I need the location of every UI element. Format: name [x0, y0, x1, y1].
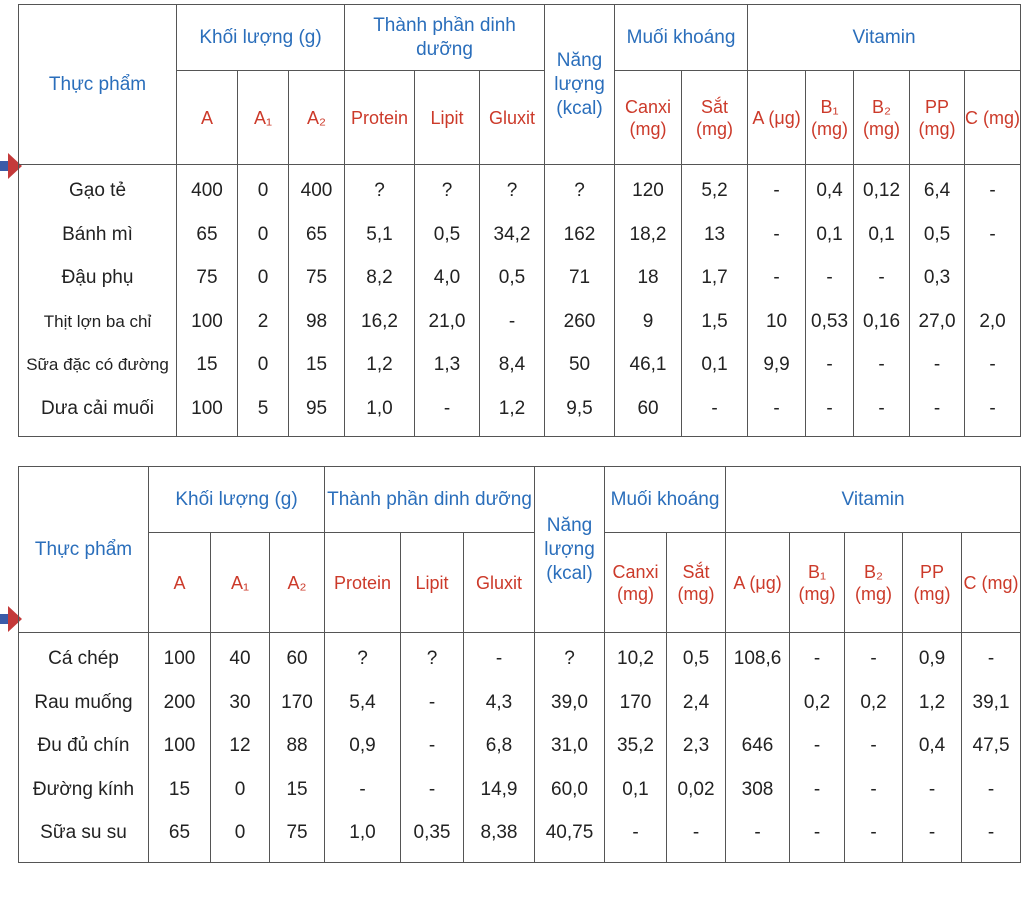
vit-pp-column	[910, 165, 965, 437]
cell-a1: 0	[257, 354, 269, 376]
food-name: Thịt lợn ba chỉ	[43, 311, 152, 331]
cell-a: 100	[163, 648, 196, 669]
cell-sat: 2,3	[682, 735, 710, 757]
cell-pp: -	[933, 354, 941, 376]
cell-protein: 8,2	[366, 267, 393, 289]
header-mass: Khối lượng (g)	[177, 5, 345, 71]
cell-canxi: 35,2	[617, 735, 654, 757]
cell-lipit: 0,5	[433, 223, 461, 245]
cell-a2: 15	[305, 354, 328, 376]
cell-gluxit: 8,4	[498, 354, 526, 376]
cell-vita: 308	[741, 778, 774, 800]
vit-b1-column	[790, 633, 845, 863]
cell-a1: 0	[234, 822, 246, 844]
header-lipit: Lipit	[415, 71, 480, 165]
row-pointer-arrow-icon	[0, 606, 20, 632]
cell-lipit: 21,0	[428, 310, 466, 332]
cell-b1: 0,2	[803, 691, 831, 713]
food-name-column	[19, 165, 177, 437]
cell-sat: 1,7	[701, 267, 728, 289]
header-vit-pp: PP (mg)	[903, 533, 962, 633]
cell-vita	[726, 681, 789, 725]
header-vit-c: C (mg)	[962, 533, 1021, 633]
cell-canxi: 170	[619, 691, 652, 713]
header-energy: Năng lượng (kcal)	[545, 5, 615, 165]
cell-protein: ?	[357, 648, 368, 669]
cell-gluxit: 8,38	[480, 822, 518, 844]
protein-column	[345, 165, 415, 437]
cell-vita: -	[773, 267, 780, 289]
header-canxi: Canxi (mg)	[615, 71, 682, 165]
food-name-column	[19, 633, 149, 863]
mass-a2-column	[289, 165, 345, 437]
cell-energy: 31,0	[551, 735, 588, 757]
cell-pp: 0,4	[918, 735, 946, 757]
food-name: Đường kính	[32, 778, 135, 800]
cell-a: 75	[196, 267, 218, 289]
cell-a2: 98	[305, 310, 328, 332]
table-body-row	[19, 165, 1021, 437]
cell-b1: -	[813, 822, 821, 844]
cell-gluxit: ?	[506, 180, 518, 201]
cell-a: 400	[191, 180, 223, 201]
cell-a1: 0	[257, 180, 269, 201]
cell-vita: -	[754, 822, 761, 844]
cell-b2: -	[878, 354, 885, 376]
cell-pp: 27,0	[918, 310, 956, 332]
cell-canxi: 60	[637, 397, 659, 419]
food-name: Sữa su su	[40, 822, 127, 844]
cell-energy: 9,5	[566, 397, 593, 419]
header-energy: Năng lượng (kcal)	[535, 467, 605, 633]
cell-b2: 0,16	[863, 310, 901, 332]
cell-sat: 5,2	[701, 180, 728, 201]
cell-a2: 15	[286, 778, 308, 800]
cell-energy: 71	[568, 267, 591, 289]
header-a: A	[177, 71, 238, 165]
energy-column	[545, 165, 615, 437]
cell-canxi: 10,2	[617, 648, 654, 669]
cell-energy: 260	[563, 310, 596, 332]
cell-canxi: 18	[637, 267, 659, 289]
food-name: Đậu phụ	[61, 267, 134, 289]
cell-protein: 5,1	[366, 223, 393, 245]
header-minerals: Muối khoáng	[605, 467, 726, 533]
cell-c: -	[989, 223, 996, 245]
cell-energy: 40,75	[545, 822, 594, 844]
cell-b1: -	[826, 267, 833, 289]
gluxit-column	[480, 165, 545, 437]
cell-c	[965, 256, 1020, 300]
cell-a1: 0	[257, 267, 269, 289]
header-sat: Sắt (mg)	[667, 533, 726, 633]
cell-b1: 0,53	[811, 310, 849, 332]
cell-b2: 0,2	[860, 691, 887, 713]
cell-b2: -	[870, 822, 877, 844]
cell-energy: 60,0	[551, 778, 588, 800]
cell-b1: 0,1	[816, 223, 843, 245]
row-pointer-arrow-icon	[0, 153, 20, 179]
cell-energy: 39,0	[551, 691, 588, 713]
lipit-column	[415, 165, 480, 437]
sat-column	[682, 165, 748, 437]
header-vitamin: Vitamin	[748, 5, 1021, 71]
food-name: Đu đủ chín	[37, 735, 130, 757]
cell-a1: 0	[234, 778, 246, 800]
cell-c: 39,1	[972, 691, 1010, 713]
food-name: Sữa đặc có đường	[26, 355, 169, 375]
header-vit-a: A (μg)	[726, 533, 790, 633]
cell-gluxit: 1,2	[498, 397, 526, 419]
cell-a: 100	[191, 397, 223, 419]
header-mass: Khối lượng (g)	[149, 467, 325, 533]
cell-sat: -	[711, 397, 718, 419]
header-gluxit: Gluxit	[480, 71, 545, 165]
cell-b2: 0,12	[863, 180, 901, 201]
header-canxi: Canxi (mg)	[605, 533, 667, 633]
vit-a-column	[726, 633, 790, 863]
vit-b1-column	[806, 165, 854, 437]
gluxit-column	[464, 633, 535, 863]
cell-b1: -	[813, 778, 821, 800]
cell-pp: -	[933, 397, 941, 419]
cell-c: -	[989, 354, 996, 376]
food-name: Cá chép	[48, 648, 119, 669]
cell-energy: 50	[568, 354, 591, 376]
cell-protein: 1,0	[349, 822, 376, 844]
cell-gluxit: 14,9	[480, 778, 518, 800]
cell-sat: 0,02	[677, 778, 715, 800]
cell-protein: 1,0	[366, 397, 393, 419]
cell-b2: -	[870, 778, 877, 800]
cell-a2: 400	[300, 180, 333, 201]
mass-a-column	[149, 633, 211, 863]
cell-protein: -	[359, 778, 366, 800]
cell-pp: 0,9	[918, 648, 946, 669]
cell-vita: 9,9	[763, 354, 790, 376]
cell-a2: 65	[305, 223, 328, 245]
cell-a1: 12	[229, 735, 251, 757]
cell-a: 65	[168, 822, 191, 844]
vit-a-column	[748, 165, 806, 437]
cell-sat: 0,5	[682, 648, 710, 669]
cell-a1: 5	[257, 397, 269, 419]
cell-sat: 1,5	[701, 310, 728, 332]
cell-protein: 16,2	[361, 310, 398, 332]
cell-sat: 2,4	[682, 691, 710, 713]
cell-vita: -	[773, 397, 780, 419]
cell-lipit: -	[428, 691, 436, 713]
cell-lipit: 4,0	[433, 267, 461, 289]
lipit-column	[401, 633, 464, 863]
cell-canxi: 46,1	[629, 354, 667, 376]
cell-vita: -	[773, 223, 780, 245]
cell-gluxit: 0,5	[498, 267, 526, 289]
cell-c: 2,0	[979, 310, 1006, 332]
cell-a: 65	[196, 223, 218, 245]
header-vitamin: Vitamin	[726, 467, 1021, 533]
cell-a1: 40	[229, 648, 251, 669]
header-vit-pp: PP (mg)	[910, 71, 965, 165]
cell-b1: -	[813, 648, 821, 669]
header-nutrition: Thành phần dinh dưỡng	[345, 5, 545, 71]
cell-canxi: 9	[642, 310, 654, 332]
cell-c: -	[987, 648, 995, 669]
header-food: Thực phẩm	[19, 5, 177, 165]
cell-canxi: 18,2	[629, 223, 667, 245]
cell-pp: 1,2	[918, 691, 946, 713]
protein-column	[325, 633, 401, 863]
vit-b2-column	[854, 165, 910, 437]
cell-a: 100	[191, 310, 223, 332]
cell-b2: -	[870, 648, 877, 669]
header-gluxit: Gluxit	[464, 533, 535, 633]
sat-column	[667, 633, 726, 863]
header-vit-b2: B₂ (mg)	[854, 71, 910, 165]
cell-a2: 75	[305, 267, 328, 289]
cell-lipit: -	[443, 397, 451, 419]
cell-canxi: 120	[632, 180, 664, 201]
cell-a2: 88	[286, 735, 308, 757]
cell-vita: 646	[741, 735, 774, 757]
cell-energy: ?	[564, 648, 575, 669]
cell-a: 100	[163, 735, 196, 757]
mass-a2-column	[270, 633, 325, 863]
cell-protein: 5,4	[349, 691, 376, 713]
header-sat: Sắt (mg)	[682, 71, 748, 165]
header-lipit: Lipit	[401, 533, 464, 633]
cell-c: -	[987, 822, 995, 844]
cell-a1: 30	[229, 691, 251, 713]
cell-sat: 13	[703, 223, 726, 245]
header-vit-b1: B₁ (mg)	[790, 533, 845, 633]
cell-energy: ?	[574, 180, 585, 201]
cell-lipit: ?	[441, 180, 453, 201]
header-a2: A₂	[270, 533, 325, 633]
cell-protein: 1,2	[366, 354, 393, 376]
energy-column	[535, 633, 605, 863]
cell-a: 15	[168, 778, 191, 800]
vit-c-column	[962, 633, 1021, 863]
cell-c: -	[987, 778, 995, 800]
header-vit-a: A (μg)	[748, 71, 806, 165]
mass-a1-column	[211, 633, 270, 863]
cell-vita: 108,6	[733, 648, 782, 669]
header-food: Thực phẩm	[19, 467, 149, 633]
cell-c: -	[989, 397, 996, 419]
cell-canxi: 0,1	[622, 778, 649, 800]
cell-lipit: -	[428, 735, 436, 757]
nutrition-table-2	[18, 466, 1021, 863]
cell-a: 200	[163, 691, 196, 713]
nutrition-table-1	[18, 4, 1021, 437]
header-a2: A₂	[289, 71, 345, 165]
vit-pp-column	[903, 633, 962, 863]
food-name: Bánh mì	[62, 223, 133, 245]
cell-b2: -	[870, 735, 877, 757]
cell-b1: 0,4	[816, 180, 843, 201]
vit-c-column	[965, 165, 1021, 437]
cell-b2: -	[878, 397, 885, 419]
header-vit-b2: B₂ (mg)	[845, 533, 903, 633]
cell-c: 47,5	[972, 735, 1010, 757]
canxi-column	[615, 165, 682, 437]
cell-canxi: -	[632, 822, 639, 844]
cell-pp: 6,4	[923, 180, 951, 201]
cell-gluxit: -	[495, 648, 503, 669]
vit-b2-column	[845, 633, 903, 863]
cell-b2: -	[878, 267, 885, 289]
header-a: A	[149, 533, 211, 633]
cell-protein: ?	[374, 180, 385, 201]
cell-b1: -	[826, 397, 833, 419]
food-name: Gạo tẻ	[68, 180, 127, 201]
mass-a1-column	[238, 165, 289, 437]
header-a1: A₁	[238, 71, 289, 165]
cell-pp: 0,3	[923, 267, 951, 289]
cell-a2: 95	[305, 397, 328, 419]
canxi-column	[605, 633, 667, 863]
cell-b2: 0,1	[868, 223, 895, 245]
cell-pp: -	[928, 822, 936, 844]
cell-gluxit: 34,2	[493, 223, 531, 245]
mass-a-column	[177, 165, 238, 437]
cell-vita: 10	[765, 310, 788, 332]
header-nutrition: Thành phần dinh dưỡng	[325, 467, 535, 533]
cell-sat: 0,1	[701, 354, 728, 376]
cell-sat: -	[692, 822, 700, 844]
header-protein: Protein	[325, 533, 401, 633]
cell-a2: 60	[286, 648, 308, 669]
cell-vita: -	[773, 180, 780, 201]
cell-gluxit: 4,3	[485, 691, 513, 713]
food-name: Dưa cải muối	[40, 397, 155, 419]
header-a1: A₁	[211, 533, 270, 633]
cell-pp: 0,5	[923, 223, 951, 245]
cell-lipit: -	[428, 778, 436, 800]
cell-c: -	[989, 180, 996, 201]
header-vit-b1: B₁ (mg)	[806, 71, 854, 165]
food-name: Rau muống	[34, 691, 133, 713]
header-minerals: Muối khoáng	[615, 5, 748, 71]
cell-a1: 2	[257, 310, 269, 332]
header-vit-c: C (mg)	[965, 71, 1021, 165]
cell-a1: 0	[257, 223, 269, 245]
cell-gluxit: 6,8	[485, 735, 513, 757]
cell-b1: -	[813, 735, 821, 757]
cell-lipit: 0,35	[413, 822, 451, 844]
cell-a2: 75	[286, 822, 308, 844]
cell-lipit: 1,3	[433, 354, 461, 376]
cell-gluxit: -	[508, 310, 516, 332]
cell-energy: 162	[563, 223, 596, 245]
header-protein: Protein	[345, 71, 415, 165]
cell-protein: 0,9	[349, 735, 376, 757]
cell-a2: 170	[281, 691, 313, 713]
cell-pp: -	[928, 778, 936, 800]
cell-b1: -	[826, 354, 833, 376]
cell-a: 15	[196, 354, 218, 376]
cell-lipit: ?	[426, 648, 438, 669]
table-body-row	[19, 633, 1021, 863]
